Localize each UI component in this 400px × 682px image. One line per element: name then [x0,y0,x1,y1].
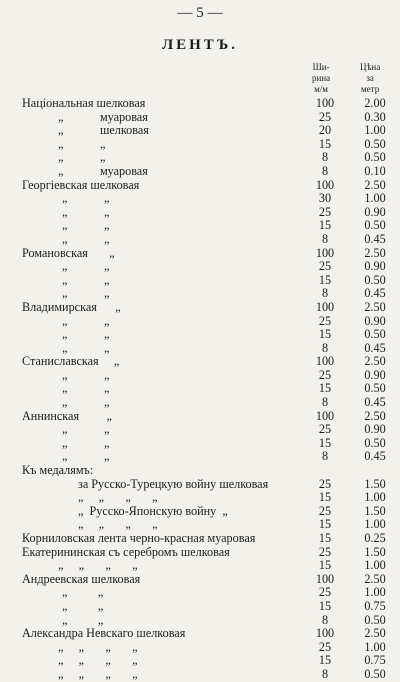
item-description: „ „ [62,585,104,600]
item-price: 0.90 [364,367,386,382]
item-description: „ „ [62,422,110,437]
item-width: 15 [318,136,332,151]
item-description: „ „ [62,381,110,396]
price-row [0,342,400,356]
item-description: „ „ [62,340,110,355]
item-width: 8 [321,163,329,178]
item-width: 8 [321,612,329,627]
item-width: 100 [315,408,335,423]
price-row [0,179,400,193]
item-description: „ „ [62,435,110,450]
item-width: 25 [318,422,332,437]
item-width: 8 [321,286,329,301]
item-description: Андреевская шелковая [22,571,141,586]
price-row [0,151,400,165]
price-row [0,573,400,587]
price-row [0,464,400,478]
item-description: „ „ [58,136,106,151]
page-title: ЛЕНТЪ. [161,37,239,53]
item-price: 2.50 [364,408,386,423]
price-row [0,478,400,492]
item-width: 100 [315,96,335,110]
item-description: „ „ [62,191,110,206]
item-width: 15 [318,653,332,668]
item-price: 0.45 [364,395,386,410]
item-price: 0.50 [364,381,386,396]
item-price: 0.75 [364,653,386,668]
item-price: 1.50 [364,476,386,491]
item-width: 8 [321,150,329,165]
item-description: „ „ „ „ [78,490,158,505]
item-price: 0.50 [364,150,386,165]
item-width: 25 [318,259,332,274]
item-description: „ „ [62,259,110,274]
item-price: 0.90 [364,313,386,328]
item-description: „ „ [62,204,110,219]
price-row [0,614,400,628]
item-description: Владимирская „ [22,299,121,314]
item-description: „ „ [62,231,110,246]
price-header-line-1: Цѣна [360,62,381,72]
item-price: 2.50 [364,245,386,260]
item-price: 0.45 [364,231,386,246]
item-description: Георгіевская шелковая [22,177,140,192]
item-price: 2.50 [364,626,386,641]
item-price: 0.50 [364,327,386,342]
item-description: Александра Невскаго шелковая [22,626,186,641]
item-width: 15 [318,272,332,287]
item-description: „ муаровая [58,163,148,178]
price-row [0,518,400,532]
item-price: 1.00 [364,123,386,138]
price-row [0,301,400,315]
item-description: „ „ [62,286,110,301]
price-row [0,450,400,464]
item-price: 0.50 [364,435,386,450]
price-row [0,192,400,206]
price-header-line-3: метр [360,84,380,94]
price-row [0,546,400,560]
item-description: „ муаровая [58,109,148,124]
price-row [0,532,400,546]
price-row [0,396,400,410]
item-price: 0.50 [364,272,386,287]
item-price: 1.00 [364,639,386,654]
item-width: 100 [315,354,335,369]
item-description: „ „ [62,612,104,627]
price-row [0,437,400,451]
price-row [0,206,400,220]
item-price: 0.10 [364,163,386,178]
price-row [0,586,400,600]
item-width: 25 [318,503,332,518]
item-width: 15 [318,327,332,342]
price-row [0,505,400,519]
width-header-line-3: м/м [314,84,329,94]
item-price: 1.00 [364,517,386,532]
price-row [0,233,400,247]
item-description: Корниловская лента черно-красная муаровая [22,531,256,545]
item-description: Аннинская „ [22,408,112,423]
item-width: 25 [318,639,332,654]
item-width: 15 [318,435,332,450]
item-width: 25 [318,313,332,328]
item-description: „ „ [62,218,110,233]
item-width: 15 [318,598,332,613]
item-description: „ „ [62,313,110,328]
item-description: „ „ „ „ [58,639,138,654]
item-width: 15 [318,218,332,233]
item-description: Къ медалямъ: [22,463,94,478]
item-price: 1.00 [364,191,386,206]
item-description: „ шелковая [58,123,149,138]
item-description: „ „ „ „ [58,666,138,681]
width-header-line-2: рина [312,73,331,83]
item-price: 0.90 [364,204,386,219]
price-row [0,410,400,424]
item-width: 25 [318,476,332,491]
item-price: 0.50 [364,218,386,233]
price-row [0,138,400,152]
item-price: 1.00 [364,490,386,505]
item-price: 0.90 [364,422,386,437]
item-width: 25 [318,204,332,219]
price-row [0,559,400,573]
item-price: 0.45 [364,449,386,464]
item-width: 30 [318,191,332,206]
item-width: 8 [321,666,329,681]
item-price: 0.50 [364,612,386,627]
price-row [0,600,400,614]
item-width: 15 [318,381,332,396]
item-price: 0.75 [364,598,386,613]
item-price: 0.45 [364,340,386,355]
item-price: 0.50 [364,666,386,681]
price-row [0,274,400,288]
price-row [0,668,400,682]
price-row [0,369,400,383]
price-row [0,247,400,261]
width-header-line-1: Ши- [312,62,330,72]
price-row [0,382,400,396]
item-width: 8 [321,340,329,355]
item-width: 100 [315,626,335,641]
width-column-header [312,62,330,95]
item-description: Екатерининская съ серебромъ шелковая [22,544,230,559]
item-price: 0.50 [364,136,386,151]
price-column-header [360,62,380,95]
page-number: — 5 — [177,5,223,21]
price-row [0,287,400,301]
price-row [0,219,400,233]
item-price: 0.45 [364,286,386,301]
price-row [0,328,400,342]
price-row [0,315,400,329]
item-description: „ „ „ „ [78,517,158,532]
item-width: 25 [318,367,332,382]
item-description: „ Русско-Японскую войну „ [78,503,228,518]
item-description: за Русско-Турецкую войну шелковая [78,476,269,491]
item-description: Станиславская „ [22,354,120,369]
item-price: 1.00 [364,585,386,600]
price-list [0,97,400,682]
item-width: 8 [321,449,329,464]
price-row [0,654,400,668]
price-row [0,97,400,111]
item-price: 2.50 [364,571,386,586]
price-row [0,124,400,138]
item-width: 25 [318,109,332,124]
item-description: „ „ [62,395,110,410]
item-width: 100 [315,299,335,314]
price-row [0,165,400,179]
item-price: 0.30 [364,109,386,124]
item-price: 1.50 [364,503,386,518]
item-price: 1.00 [364,558,386,573]
item-description: Національная шелковая [22,96,146,110]
item-price: 2.00 [364,96,386,110]
item-price: 2.50 [364,177,386,192]
item-width: 100 [315,245,335,260]
item-description: „ „ [62,327,110,342]
price-row [0,111,400,125]
item-width: 8 [321,231,329,246]
item-description: „ „ [62,367,110,382]
item-description: „ „ [58,150,106,165]
item-description: Романовская „ [22,245,115,260]
item-description: „ „ [62,272,110,287]
item-width: 15 [318,558,332,573]
item-width: 15 [318,531,332,545]
item-width: 8 [321,395,329,410]
item-width: 100 [315,177,335,192]
item-width: 15 [318,517,332,532]
item-description: „ „ „ „ [58,558,138,573]
item-width: 25 [318,544,332,559]
item-price: 0.25 [364,531,386,545]
item-price: 1.50 [364,544,386,559]
price-row [0,355,400,369]
price-row [0,423,400,437]
price-row [0,641,400,655]
item-description: „ „ „ „ [58,653,138,668]
item-width: 100 [315,571,335,586]
price-header-line-2: за [366,73,374,83]
item-description: „ „ [62,449,110,464]
price-row [0,491,400,505]
price-row [0,260,400,274]
item-price: 2.50 [364,299,386,314]
item-price: 2.50 [364,354,386,369]
item-price: 0.90 [364,259,386,274]
item-width: 20 [318,123,332,138]
item-width: 15 [318,490,332,505]
item-width: 25 [318,585,332,600]
price-row [0,627,400,641]
item-description: „ „ [62,598,104,613]
